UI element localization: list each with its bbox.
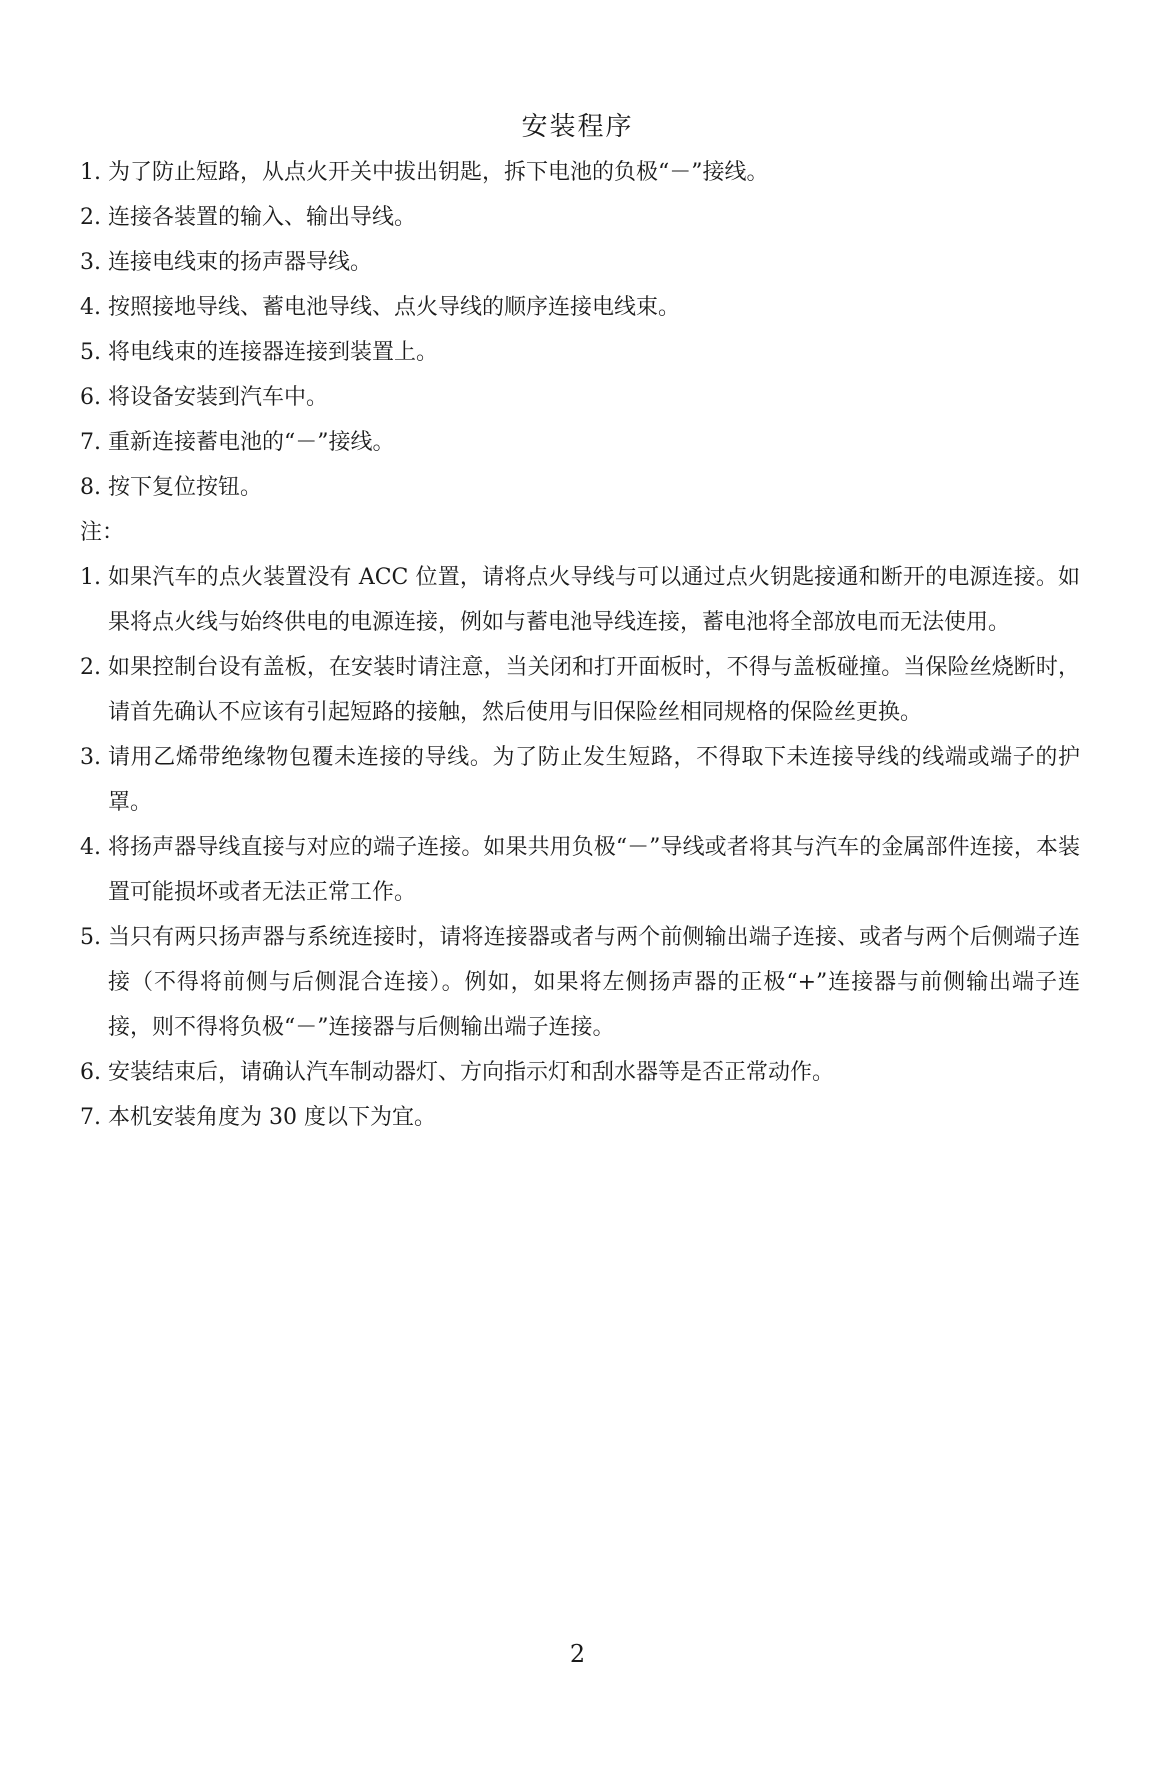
note-item [80,735,1080,825]
note-item [80,1095,1080,1140]
step-number: 5. [80,340,101,365]
note-text: 如果汽车的点火装置没有 ACC 位置，请将点火导线与可以通过点火钥匙接通和断开的电源连接。如果将点火线与始终供电的电源连接，例如与蓄电池导线连接，蓄电池将全部放电而无法使用。 [108,565,1080,635]
note-text: 当只有两只扬声器与系统连接时，请将连接器或者与两个前侧输出端子连接、或者与两个后侧端子连接（不得将前侧与后侧混合连接）。例如，如果将左侧扬声器的正极“+”连接器与前侧输出端子连接，则不得将负极“－”连接器与后侧输出端子连接。 [108,925,1080,1040]
step-number: 2. [80,205,101,230]
step-number: 8. [80,475,101,500]
note-number: 2. [80,655,101,680]
note-text: 安装结束后，请确认汽车制动器灯、方向指示灯和刮水器等是否正常动作。 [108,1060,835,1085]
note-text: 如果控制台设有盖板，在安装时请注意，当关闭和打开面板时，不得与盖板碰撞。当保险丝烧断时，请首先确认不应该有引起短路的接触，然后使用与旧保险丝相同规格的保险丝更换。 [108,655,1080,725]
step-text: 连接各装置的输入、输出导线。 [108,205,417,230]
step-item [80,420,1080,465]
step-text: 连接电线束的扬声器导线。 [108,250,373,275]
page-number: 2 [569,1640,586,1668]
step-number: 1. [80,160,101,185]
step-number: 7. [80,430,101,455]
note-number: 1. [80,565,101,590]
step-text: 重新连接蓄电池的“－”接线。 [108,430,395,455]
step-item [80,285,1080,330]
step-text: 将电线束的连接器连接到装置上。 [108,340,439,365]
note-item [80,825,1080,915]
note-item [80,915,1080,1050]
step-text: 将设备安装到汽车中。 [108,385,329,410]
page-title: 安装程序 [521,112,634,142]
note-number: 4. [80,835,101,860]
step-text: 为了防止短路，从点火开关中拔出钥匙，拆下电池的负极“－”接线。 [108,160,769,185]
note-item [80,645,1080,735]
note-number: 7. [80,1105,101,1130]
notes-heading: 注： [80,520,125,545]
step-number: 3. [80,250,101,275]
note-text: 将扬声器导线直接与对应的端子连接。如果共用负极“－”导线或者将其与汽车的金属部件连接，本装置可能损坏或者无法正常工作。 [108,835,1080,905]
step-item [80,195,1080,240]
note-text: 本机安装角度为 30 度以下为宜。 [108,1105,436,1130]
note-item [80,1050,1080,1095]
note-number: 3. [80,745,101,770]
step-number: 6. [80,385,101,410]
step-item [80,240,1080,285]
step-item [80,330,1080,375]
note-text: 请用乙烯带绝缘物包覆未连接的导线。为了防止发生短路，不得取下未连接导线的线端或端子的护罩。 [108,745,1080,815]
step-text: 按照接地导线、蓄电池导线、点火导线的顺序连接电线束。 [108,295,681,320]
note-number: 5. [80,925,101,950]
step-item [80,375,1080,420]
step-item [80,465,1080,510]
note-item [80,555,1080,645]
step-item [80,150,1080,195]
step-number: 4. [80,295,101,320]
step-text: 按下复位按钮。 [108,475,263,500]
content-area [80,150,1080,1140]
note-number: 6. [80,1060,101,1085]
